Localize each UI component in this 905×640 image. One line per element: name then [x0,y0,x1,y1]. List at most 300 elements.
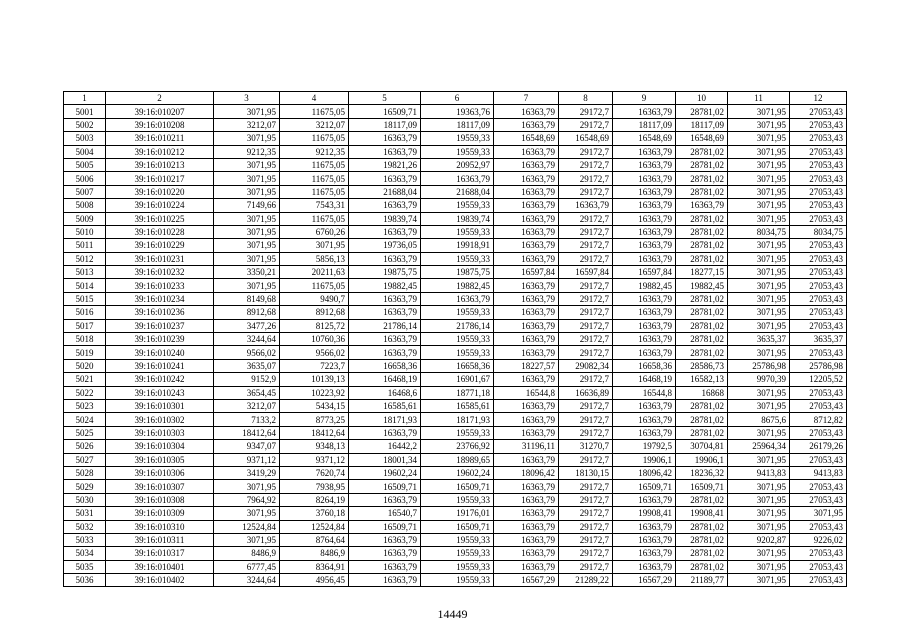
table-row [64,212,847,225]
table-row [64,426,847,439]
value-cell: 28781,02 [676,212,728,225]
value-cell: 28781,02 [676,413,728,426]
cadastral-number-cell: 39:16:010237 [106,319,214,332]
value-cell: 11675,05 [280,158,349,171]
value-cell: 16363,79 [349,252,421,265]
page-number: 14449 [437,607,468,621]
value-cell: 19792,5 [613,440,676,453]
cadastral-number-cell: 39:16:010207 [106,105,214,118]
row-number-cell: 5036 [64,574,106,587]
value-cell: 29172,7 [559,252,613,265]
row-number-cell: 5031 [64,507,106,520]
value-cell: 9490,7 [280,292,349,305]
column-header: 6 [421,92,494,105]
value-cell: 16363,79 [494,560,559,573]
column-header: 4 [280,92,349,105]
cadastral-number-cell: 39:16:010225 [106,212,214,225]
value-cell: 3212,07 [214,118,280,131]
value-cell: 19906,1 [676,453,728,466]
value-cell: 27053,43 [790,453,847,466]
table-row [64,533,847,546]
value-cell: 16363,79 [494,373,559,386]
value-cell: 26179,26 [790,440,847,453]
value-cell: 27053,43 [790,574,847,587]
value-cell: 16597,84 [559,266,613,279]
value-cell: 16363,79 [613,426,676,439]
value-cell: 28781,02 [676,346,728,359]
value-cell: 9970,39 [728,373,790,386]
value-cell: 21688,04 [349,185,421,198]
value-cell: 29172,7 [559,507,613,520]
row-number-cell: 5013 [64,266,106,279]
value-cell: 9348,13 [280,440,349,453]
value-cell: 3212,07 [280,118,349,131]
cadastral-number-cell: 39:16:010242 [106,373,214,386]
value-cell: 16363,79 [349,172,421,185]
value-cell: 21688,04 [421,185,494,198]
value-cell: 16548,69 [494,132,559,145]
value-cell: 19918,91 [421,239,494,252]
value-cell: 16363,79 [494,480,559,493]
row-number-cell: 5009 [64,212,106,225]
value-cell: 16567,29 [613,574,676,587]
value-cell: 18117,09 [421,118,494,131]
value-cell: 3071,95 [728,493,790,506]
value-cell: 29172,7 [559,413,613,426]
value-cell: 16363,79 [494,185,559,198]
value-cell: 28781,02 [676,520,728,533]
column-header: 3 [214,92,280,105]
value-cell: 8712,82 [790,413,847,426]
value-cell: 16363,79 [613,292,676,305]
value-cell: 16363,79 [494,413,559,426]
value-cell: 25786,98 [728,359,790,372]
value-cell: 16442,2 [349,440,421,453]
value-cell: 7149,66 [214,199,280,212]
value-cell: 16363,79 [613,333,676,346]
value-cell: 3071,95 [214,158,280,171]
value-cell: 18171,93 [349,413,421,426]
value-cell: 16363,79 [613,560,676,573]
table-row [64,319,847,332]
value-cell: 16363,79 [676,199,728,212]
value-cell: 16363,79 [613,158,676,171]
value-cell: 3071,95 [214,185,280,198]
value-cell: 3071,95 [214,533,280,546]
table-row [64,158,847,171]
table-row [64,399,847,412]
value-cell: 18412,64 [214,426,280,439]
value-cell: 29172,7 [559,547,613,560]
value-cell: 27053,43 [790,145,847,158]
value-cell: 5856,13 [280,252,349,265]
row-number-cell: 5022 [64,386,106,399]
value-cell: 16363,79 [494,493,559,506]
value-cell: 16509,71 [421,480,494,493]
value-cell: 19559,33 [421,426,494,439]
value-cell: 27053,43 [790,266,847,279]
value-cell: 9202,87 [728,533,790,546]
value-cell: 7938,95 [280,480,349,493]
table-row [64,266,847,279]
value-cell: 16363,79 [349,292,421,305]
cadastral-number-cell: 39:16:010241 [106,359,214,372]
table-row [64,520,847,533]
value-cell: 16363,79 [494,333,559,346]
value-cell: 16363,79 [494,145,559,158]
value-cell: 27053,43 [790,386,847,399]
value-cell: 18096,42 [494,466,559,479]
value-cell: 16658,36 [613,359,676,372]
value-cell: 18117,09 [613,118,676,131]
cadastral-number-cell: 39:16:010224 [106,199,214,212]
value-cell: 16363,79 [494,199,559,212]
value-cell: 16363,79 [494,346,559,359]
cadastral-number-cell: 39:16:010240 [106,346,214,359]
value-cell: 3071,95 [280,239,349,252]
row-number-cell: 5010 [64,225,106,238]
value-cell: 19559,33 [421,493,494,506]
table-row [64,359,847,372]
value-cell: 3071,95 [214,252,280,265]
value-cell: 28781,02 [676,426,728,439]
value-cell: 29172,7 [559,279,613,292]
value-cell: 3071,95 [728,185,790,198]
value-cell: 16363,79 [494,118,559,131]
value-cell: 16548,69 [613,132,676,145]
row-number-cell: 5030 [64,493,106,506]
value-cell: 28781,02 [676,158,728,171]
table-row [64,346,847,359]
value-cell: 21189,77 [676,574,728,587]
row-number-cell: 5012 [64,252,106,265]
table-row [64,373,847,386]
value-cell: 16468,19 [613,373,676,386]
value-cell: 3071,95 [728,118,790,131]
value-cell: 11675,05 [280,172,349,185]
value-cell: 19908,41 [613,507,676,520]
value-cell: 19882,45 [676,279,728,292]
table-row [64,118,847,131]
cadastral-number-cell: 39:16:010228 [106,225,214,238]
value-cell: 16363,79 [494,158,559,171]
value-cell: 29172,7 [559,292,613,305]
value-cell: 16868 [676,386,728,399]
cadastral-number-cell: 39:16:010212 [106,145,214,158]
value-cell: 3071,95 [728,199,790,212]
value-cell: 27053,43 [790,346,847,359]
value-cell: 3244,64 [214,333,280,346]
value-cell: 16509,71 [613,480,676,493]
value-cell: 25786,98 [790,359,847,372]
table-row [64,493,847,506]
value-cell: 16363,79 [613,520,676,533]
value-cell: 8149,68 [214,292,280,305]
table-row [64,239,847,252]
value-cell: 16363,79 [494,426,559,439]
cadastral-number-cell: 39:16:010213 [106,158,214,171]
value-cell: 19559,33 [421,547,494,560]
table-row [64,386,847,399]
value-cell: 16363,79 [494,279,559,292]
value-cell: 3635,37 [728,333,790,346]
row-number-cell: 5025 [64,426,106,439]
value-cell: 28781,02 [676,252,728,265]
value-cell: 10139,13 [280,373,349,386]
value-cell: 25964,34 [728,440,790,453]
value-cell: 29172,7 [559,306,613,319]
column-header: 2 [106,92,214,105]
value-cell: 16544,8 [613,386,676,399]
value-cell: 29172,7 [559,105,613,118]
value-cell: 11675,05 [280,105,349,118]
value-cell: 16540,7 [349,507,421,520]
value-cell: 16582,13 [676,373,728,386]
value-cell: 21786,14 [349,319,421,332]
value-cell: 16363,79 [349,560,421,573]
value-cell: 3071,95 [728,105,790,118]
value-cell: 16548,69 [559,132,613,145]
value-cell: 27053,43 [790,399,847,412]
column-header: 10 [676,92,728,105]
cadastral-number-cell: 39:16:010234 [106,292,214,305]
column-header: 8 [559,92,613,105]
value-cell: 9347,07 [214,440,280,453]
cadastral-number-cell: 39:16:010309 [106,507,214,520]
value-cell: 8264,19 [280,493,349,506]
value-cell: 29172,7 [559,426,613,439]
value-cell: 16585,61 [421,399,494,412]
value-cell: 27053,43 [790,547,847,560]
value-cell: 27053,43 [790,212,847,225]
row-number-cell: 5007 [64,185,106,198]
value-cell: 3071,95 [728,399,790,412]
value-cell: 3071,95 [728,306,790,319]
value-cell: 16585,61 [349,399,421,412]
value-cell: 18096,42 [613,466,676,479]
cadastral-number-cell: 39:16:010311 [106,533,214,546]
value-cell: 16363,79 [349,574,421,587]
value-cell: 29172,7 [559,145,613,158]
value-cell: 30704,81 [676,440,728,453]
value-cell: 19839,74 [349,212,421,225]
value-cell: 18001,34 [349,453,421,466]
value-cell: 27053,43 [790,426,847,439]
value-cell: 3071,95 [214,172,280,185]
value-cell: 21786,14 [421,319,494,332]
value-cell: 3071,95 [728,158,790,171]
cadastral-number-cell: 39:16:010304 [106,440,214,453]
value-cell: 16363,79 [349,346,421,359]
cadastral-number-cell: 39:16:010401 [106,560,214,573]
value-cell: 9371,12 [214,453,280,466]
value-cell: 16363,79 [421,292,494,305]
value-cell: 19821,26 [349,158,421,171]
value-cell: 29172,7 [559,172,613,185]
row-number-cell: 5017 [64,319,106,332]
value-cell: 16363,79 [494,533,559,546]
column-header: 9 [613,92,676,105]
table-row [64,225,847,238]
value-cell: 16363,79 [349,426,421,439]
table-row [64,252,847,265]
table-row [64,292,847,305]
value-cell: 3071,95 [790,507,847,520]
value-cell: 19875,75 [421,266,494,279]
value-cell: 19882,45 [613,279,676,292]
cadastral-number-cell: 39:16:010232 [106,266,214,279]
value-cell: 19176,01 [421,507,494,520]
value-cell: 27053,43 [790,118,847,131]
value-cell: 28781,02 [676,105,728,118]
value-cell: 16363,79 [349,225,421,238]
value-cell: 16363,79 [494,172,559,185]
value-cell: 3071,95 [728,132,790,145]
value-cell: 3071,95 [728,547,790,560]
value-cell: 29172,7 [559,225,613,238]
value-cell: 16363,79 [494,306,559,319]
value-cell: 7223,7 [280,359,349,372]
table-row [64,507,847,520]
value-cell: 3071,95 [214,105,280,118]
value-cell: 11675,05 [280,212,349,225]
column-header: 7 [494,92,559,105]
value-cell: 12205,52 [790,373,847,386]
value-cell: 16363,79 [349,493,421,506]
value-cell: 11675,05 [280,185,349,198]
value-cell: 9371,12 [280,453,349,466]
value-cell: 5434,15 [280,399,349,412]
value-cell: 16363,79 [613,199,676,212]
value-cell: 19559,33 [421,252,494,265]
table-row [64,440,847,453]
row-number-cell: 5016 [64,306,106,319]
table-row [64,413,847,426]
value-cell: 7543,31 [280,199,349,212]
value-cell: 29172,7 [559,319,613,332]
cadastral-number-cell: 39:16:010231 [106,252,214,265]
value-cell: 29172,7 [559,239,613,252]
value-cell: 3071,95 [728,212,790,225]
value-cell: 29172,7 [559,333,613,346]
table-row [64,185,847,198]
value-cell: 31196,11 [494,440,559,453]
value-cell: 6777,45 [214,560,280,573]
value-cell: 16468,6 [349,386,421,399]
value-cell: 18277,15 [676,266,728,279]
value-cell: 8364,91 [280,560,349,573]
value-cell: 20211,63 [280,266,349,279]
row-number-cell: 5032 [64,520,106,533]
value-cell: 28781,02 [676,333,728,346]
cadastral-number-cell: 39:16:010243 [106,386,214,399]
row-number-cell: 5002 [64,118,106,131]
value-cell: 19559,33 [421,225,494,238]
row-number-cell: 5005 [64,158,106,171]
value-cell: 16363,79 [494,453,559,466]
value-cell: 19602,24 [349,466,421,479]
value-cell: 16363,79 [613,533,676,546]
value-cell: 29172,7 [559,533,613,546]
value-cell: 16363,79 [349,306,421,319]
value-cell: 19559,33 [421,145,494,158]
value-cell: 16363,79 [494,507,559,520]
table-row [64,132,847,145]
value-cell: 31270,7 [559,440,613,453]
value-cell: 3071,95 [214,239,280,252]
value-cell: 19839,74 [421,212,494,225]
table-row [64,145,847,158]
value-cell: 3071,95 [728,453,790,466]
row-number-cell: 5020 [64,359,106,372]
value-cell: 3477,26 [214,319,280,332]
value-cell: 3071,95 [728,292,790,305]
row-number-cell: 5018 [64,333,106,346]
value-cell: 27053,43 [790,252,847,265]
value-cell: 28781,02 [676,185,728,198]
value-cell: 19559,33 [421,306,494,319]
value-cell: 9152,9 [214,373,280,386]
value-cell: 7964,92 [214,493,280,506]
value-cell: 16363,79 [494,520,559,533]
cadastral-number-cell: 39:16:010229 [106,239,214,252]
cadastral-number-cell: 39:16:010305 [106,453,214,466]
value-cell: 19559,33 [421,333,494,346]
value-cell: 3071,95 [728,386,790,399]
value-cell: 16509,71 [349,520,421,533]
value-cell: 3071,95 [728,426,790,439]
value-cell: 19559,33 [421,132,494,145]
value-cell: 29172,7 [559,212,613,225]
value-cell: 11675,05 [280,279,349,292]
value-cell: 29172,7 [559,493,613,506]
value-cell: 16363,79 [349,199,421,212]
value-cell: 16363,79 [494,212,559,225]
value-cell: 18771,18 [421,386,494,399]
value-cell: 28781,02 [676,172,728,185]
value-cell: 23766,92 [421,440,494,453]
value-cell: 16597,84 [494,266,559,279]
value-cell: 19602,24 [421,466,494,479]
value-cell: 18227,57 [494,359,559,372]
value-cell: 16363,79 [559,199,613,212]
value-cell: 16363,79 [613,306,676,319]
value-cell: 27053,43 [790,132,847,145]
value-cell: 19559,33 [421,346,494,359]
value-cell: 16363,79 [494,547,559,560]
value-cell: 16548,69 [676,132,728,145]
value-cell: 3071,95 [728,480,790,493]
table-row [64,199,847,212]
value-cell: 9226,02 [790,533,847,546]
value-cell: 3419,29 [214,466,280,479]
cadastral-number-cell: 39:16:010239 [106,333,214,346]
row-number-cell: 5034 [64,547,106,560]
value-cell: 28781,02 [676,399,728,412]
value-cell: 29172,7 [559,399,613,412]
value-cell: 3760,18 [280,507,349,520]
value-cell: 19882,45 [421,279,494,292]
cadastral-number-cell: 39:16:010301 [106,399,214,412]
value-cell: 27053,43 [790,493,847,506]
value-cell: 16363,79 [613,172,676,185]
value-cell: 3654,45 [214,386,280,399]
value-cell: 3071,95 [728,172,790,185]
data-table [63,91,847,587]
table-row [64,466,847,479]
row-number-cell: 5024 [64,413,106,426]
value-cell: 9212,35 [280,145,349,158]
